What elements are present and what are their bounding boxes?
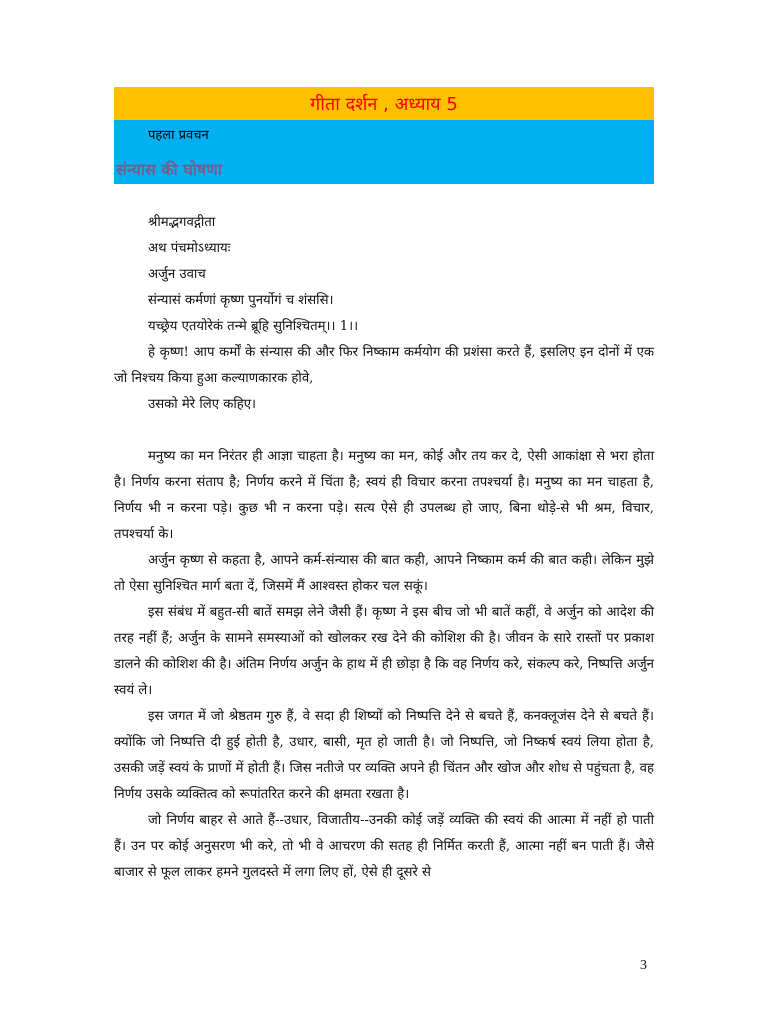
verse-line: अथ पंचमोऽध्यायः <box>148 241 231 256</box>
discourse-subtitle: पहला प्रवचन <box>148 128 209 143</box>
page-number: 3 <box>640 958 647 973</box>
body-paragraph: अर्जुन कृष्ण से कहता है, आपने कर्म-संन्यास की बात कही, आपने निष्काम कर्म की बात कही। लेकिन मुझे तो ऐसा सुनिश्चित मार्ग बता दें, जिसमें मैं आश्वस्त होकर चल सकूं। <box>114 553 654 594</box>
spacer <box>114 418 654 444</box>
document-body <box>114 210 654 886</box>
body-paragraph: जो निर्णय बाहर से आते हैं--उधार, विजातीय--उनकी कोई जड़ें व्यक्ति की स्वयं की आत्मा में नहीं हो पाती हैं। उन पर कोई अनुसरण भी करे, तो भी वे आचरण की सतह ही निर्मित करती हैं, आत्मा नहीं बन पाती हैं। जैसे बाजार से फूल लाकर हमने गुलदस्ते में लगा लिए हों, ऐसे ही दूसरे से <box>114 813 654 880</box>
verse-line: श्रीमद्भगवद्गीता <box>148 215 216 230</box>
chapter-heading: संन्यास की घोषणा <box>116 160 222 179</box>
body-paragraph: इस संबंध में बहुत-सी बातें समझ लेने जैसी हैं। कृष्ण ने इस बीच जो भी बातें कहीं, वे अर्जुन को आदेश की तरह नहीं हैं; अर्जुन के सामने समस्याओं को खोलकर रख देने की कोशिश की है। जीवन के सारे रास्तों पर प्रकाश डालने की कोशिश की है। अंतिम निर्णय अर्जुन के हाथ में ही छोड़ा है कि वह निर्णय करे, संकल्प करे, निष्पत्ति अर्जुन स्वयं ले। <box>114 605 655 698</box>
verse-translation: हे कृष्ण! आप कर्मों के संन्यास की और फिर निष्काम कर्मयोग की प्रशंसा करते हैं, इसलिए इन दोनों में एक जो निश्चय किया हुआ कल्याणकारक होवे, <box>114 345 654 386</box>
body-paragraph: मनुष्य का मन निरंतर ही आज्ञा चाहता है। मनुष्य का मन, कोई और तय कर दे, ऐसी आकांक्षा से भरा होता है। निर्णय करना संताप है; निर्णय करने में चिंता है; स्वयं ही विचार करना तपश्चर्या है। मनुष्य का मन चाहता है, निर्णय भी न करना पड़े। कुछ भी न करना पड़े। सत्य ऐसे ही उपलब्ध हो जाए, बिना थोड़े-से भी श्रम, विचार, तपश्चर्या के। <box>114 449 654 542</box>
verse-translation-end: उसको मेरे लिए कहिए। <box>148 397 257 412</box>
subtitle-band <box>114 120 654 184</box>
title-band <box>114 87 654 120</box>
verse-line: अर्जुन उवाच <box>148 267 206 282</box>
verse-line: संन्यासं कर्मणां कृष्ण पुनर्योगं च शंससि। <box>148 293 334 308</box>
verse-line: यच्छ्रेय एतयोरेकं तन्मे ब्रूहि सुनिश्चितम्।। 1।। <box>148 319 359 334</box>
body-paragraph: इस जगत में जो श्रेष्ठतम गुरु हैं, वे सदा ही शिष्यों को निष्पत्ति देने से बचते हैं, कनक्लूजंस देने से बचते हैं। क्योंकि जो निष्पत्ति दी हुई होती है, उधार, बासी, मृत हो जाती है। जो निष्पत्ति, जो निष्कर्ष स्वयं लिया होता है, उसकी जड़ें स्वयं के प्राणों में होती हैं। जिस नतीजे पर व्यक्ति अपने ही चिंतन और खोज और शोध से पहुंचता है, वह निर्णय उसके व्यक्तित्व को रूपांतरित करने की क्षमता रखता है। <box>114 709 654 802</box>
document-title: गीता दर्शन , अध्याय 5 <box>310 93 458 115</box>
